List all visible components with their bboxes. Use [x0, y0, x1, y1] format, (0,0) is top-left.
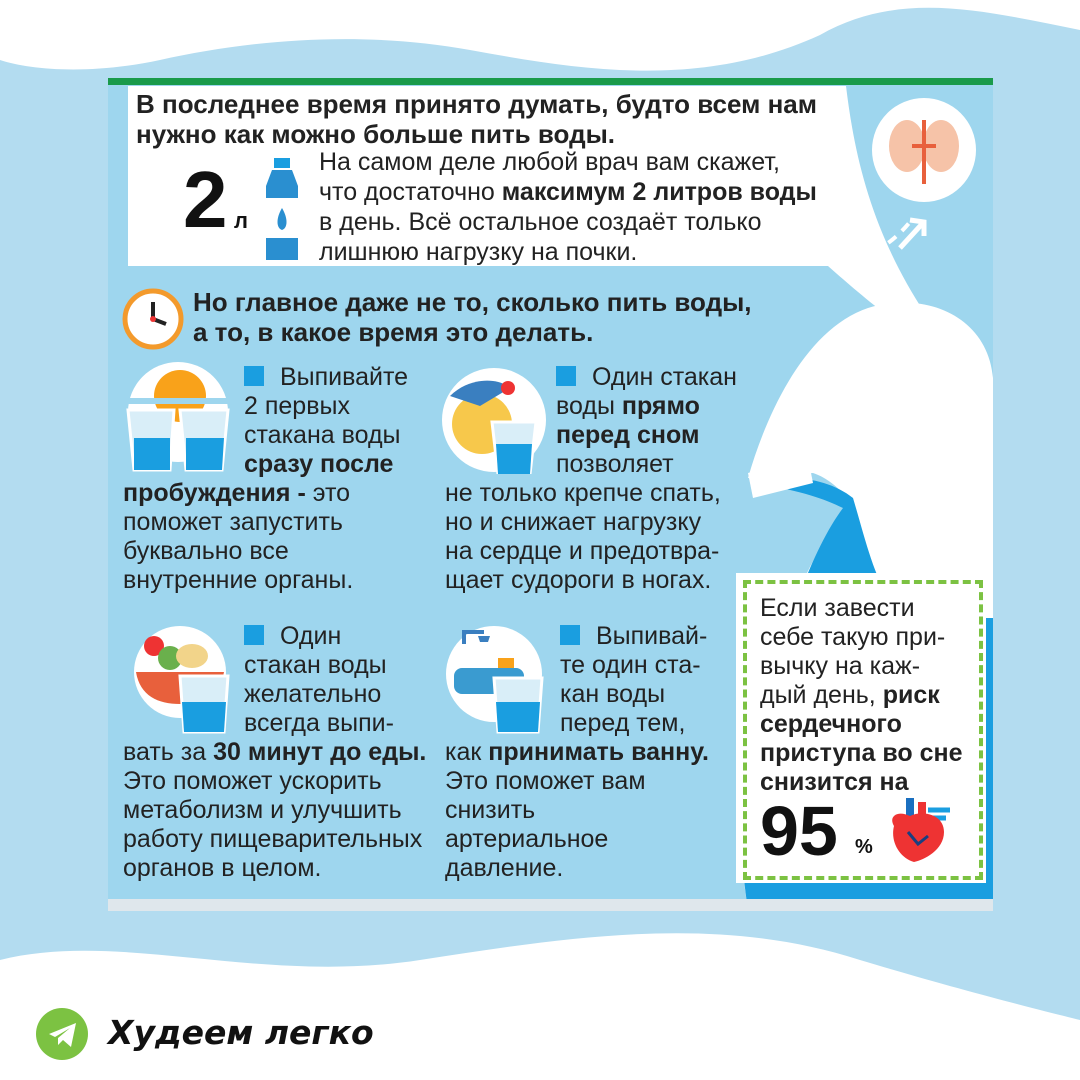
tip4-line-1: Выпивай-: [560, 622, 707, 651]
tip4-line-6: Это поможет вам: [445, 767, 646, 795]
water-bottle-icon: [262, 158, 302, 264]
habit-line-4: дый день, риск: [760, 681, 940, 709]
tip1-line-3: стакана воды: [244, 421, 401, 449]
tip1-line-2: 2 первых: [244, 392, 350, 420]
tip1-line-1: Выпивайте: [244, 363, 408, 392]
bullet-icon: [244, 366, 264, 386]
tip1-line-5: пробуждения - это: [123, 479, 351, 507]
tip4-line-3: кан воды: [560, 680, 666, 708]
food-bowl-icon: [132, 624, 232, 734]
clock-icon: [122, 288, 184, 350]
tip4-line-8: артериальное: [445, 825, 609, 853]
bullet-icon: [244, 625, 264, 645]
tip1-line-4: сразу после: [244, 450, 394, 478]
liters-line-1: На самом деле любой врач вам скажет,: [319, 148, 780, 176]
timing-line-1: Но главное даже не то, сколько пить воды,: [193, 287, 752, 317]
telegram-icon: [36, 1008, 88, 1060]
tip3-line-7: метаболизм и улучшить: [123, 796, 402, 824]
habit-line-7: снизится на: [760, 768, 909, 796]
tip2-line-5: не только крепче спать,: [445, 479, 721, 507]
liters-line-2: что достаточно максимум 2 литров воды: [319, 178, 817, 206]
tip3-line-1: Один: [244, 622, 341, 651]
habit-line-1: Если завести: [760, 594, 915, 622]
tip2-line-2: воды прямо: [556, 392, 700, 420]
tip1-line-7: буквально все: [123, 537, 289, 565]
sunrise-glasses-icon: [124, 358, 232, 474]
tip3-line-3: желательно: [244, 680, 382, 708]
tip2-line-4: позволяет: [556, 450, 674, 478]
tip2-line-7: на сердце и предотвра-: [445, 537, 720, 565]
tip1-line-6: поможет запустить: [123, 508, 343, 536]
top-green-bar: [108, 78, 993, 85]
liters-line-4: лишнюю нагрузку на почки.: [319, 238, 638, 266]
tip2-line-1: Один стакан: [556, 363, 737, 392]
bullet-icon: [560, 625, 580, 645]
kidneys-icon: [872, 98, 976, 202]
intro-line-1: В последнее время принято думать, будто всем нам: [136, 89, 817, 119]
bullet-icon: [556, 366, 576, 386]
habit-line-3: вычку на каж-: [760, 652, 921, 680]
bottom-divider: [108, 899, 993, 911]
habit-percent-number: 95: [760, 792, 838, 870]
tip4-line-7: снизить: [445, 796, 536, 824]
tip3-line-5: вать за 30 минут до еды.: [123, 738, 427, 766]
tip3-line-6: Это поможет ускорить: [123, 767, 382, 795]
habit-percent-unit: %: [855, 836, 873, 858]
liters-line-3: в день. Всё остальное создаёт только: [319, 208, 762, 236]
tip2-line-8: щает судороги в ногах.: [445, 566, 712, 594]
heart-icon: [884, 798, 954, 864]
habit-line-6: приступа во сне: [760, 739, 963, 767]
intro-line-2: нужно как можно больше пить воды.: [136, 119, 615, 149]
tip3-line-4: всегда выпи-: [244, 709, 394, 737]
tip4-line-9: давление.: [445, 854, 564, 882]
two-number: 2: [183, 155, 228, 244]
tip3-line-2: стакан воды: [244, 651, 387, 679]
habit-line-2: себе такую при-: [760, 623, 946, 651]
tip4-line-2: те один ста-: [560, 651, 701, 679]
bathtub-icon: [444, 624, 548, 734]
tip1-line-8: внутренние органы.: [123, 566, 354, 594]
tip4-line-4: перед тем,: [560, 709, 686, 737]
tip3-line-9: органов в целом.: [123, 854, 322, 882]
habit-line-5: сердечного: [760, 710, 902, 738]
brand-name: Худеем легко: [108, 1013, 374, 1052]
tip2-line-6: но и снижает нагрузку: [445, 508, 702, 536]
liter-unit: л: [234, 208, 248, 233]
arrow-up-icon: [860, 210, 940, 270]
timing-line-2: а то, в какое время это делать.: [193, 317, 594, 347]
tip2-line-3: перед сном: [556, 421, 700, 449]
sleeping-moon-icon: [440, 366, 548, 474]
tip4-line-5: как принимать ванну.: [445, 738, 709, 766]
tip3-line-8: работу пищеварительных: [123, 825, 423, 853]
